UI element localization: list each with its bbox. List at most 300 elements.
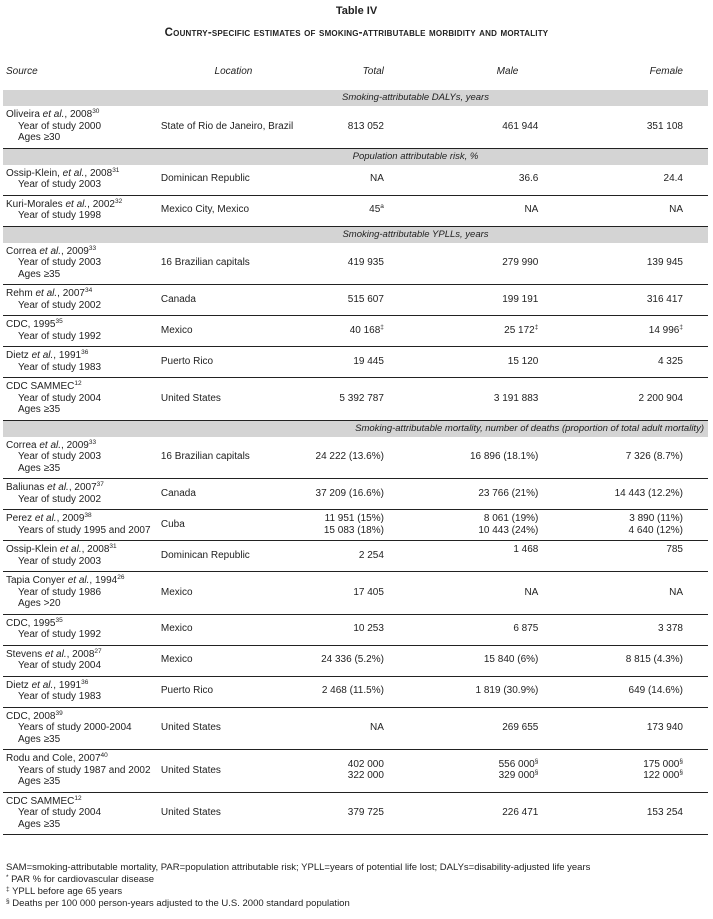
footnote-mark: ‡ <box>380 323 384 331</box>
source-year: 2007 <box>74 482 97 493</box>
male-value <box>384 173 538 185</box>
et-al: et al. <box>32 513 57 524</box>
value-text: 316 417 <box>646 293 683 305</box>
source-author: Correa <box>6 245 37 257</box>
section-header-row <box>3 148 708 165</box>
location-cell: Puerto Rico <box>161 347 306 378</box>
male-value <box>384 513 538 525</box>
value-text: 10 443 (24%) <box>478 524 539 536</box>
source-author: Perez <box>6 513 33 524</box>
value-text: 1 819 (30.9%) <box>475 685 539 697</box>
source-cell <box>3 437 161 479</box>
source-citation: Baliunas et al., 2007$^{37}$ <box>6 481 104 493</box>
header-male: Male <box>496 65 519 77</box>
male-value <box>384 807 538 819</box>
female-cell <box>538 243 708 285</box>
header-row <box>3 60 708 82</box>
male-cell <box>384 378 538 421</box>
value-text: NA <box>524 204 539 216</box>
table-title: Table IV <box>335 5 378 17</box>
female-value <box>538 722 683 734</box>
total-value <box>306 759 384 771</box>
et-al: et al. <box>59 167 85 179</box>
female-value <box>538 654 683 666</box>
study-detail: Year of study 2002 <box>18 493 102 505</box>
source-author: CDC <box>6 710 28 722</box>
female-value <box>538 544 683 556</box>
total-cell <box>306 510 384 541</box>
total-cell <box>306 614 384 645</box>
table-subtitle: Country-specific estimates of smoking-attributable morbidity and mortality <box>164 27 549 39</box>
study-detail: Ages ≥35 <box>18 818 61 830</box>
value-text: 15 840 (6%) <box>483 654 539 666</box>
study-detail: Year of study 1986 <box>18 586 102 598</box>
source-cell <box>3 645 161 676</box>
value-text: 199 191 <box>502 293 539 305</box>
table-row <box>3 479 708 510</box>
total-cell <box>306 645 384 676</box>
value-text: 269 655 <box>502 722 539 733</box>
total-cell <box>306 572 384 615</box>
reference-number: 34 <box>84 287 93 294</box>
source-author: Ossip-Klein <box>6 544 58 555</box>
location-cell: State of Rio de Janeiro, Brazil <box>161 106 306 148</box>
reference-number: 35 <box>55 616 63 624</box>
source-citation: CDC, 2008$^{39}$ <box>6 709 63 722</box>
source-cell <box>3 510 161 541</box>
value-text: 279 990 <box>502 257 539 268</box>
source-citation: Correa et al., 2009$^{33}$ <box>6 438 97 451</box>
reference-number: 37 <box>96 481 104 488</box>
value-text: 40 168 <box>349 324 381 336</box>
value-text: 17 405 <box>353 586 384 598</box>
male-value <box>384 356 538 368</box>
source-year: 2007 <box>62 288 85 299</box>
female-value <box>538 356 683 368</box>
male-value <box>384 544 538 556</box>
value-text: 402 000 <box>347 758 384 770</box>
source-cell <box>3 479 161 510</box>
value-text: 2 200 904 <box>638 392 683 404</box>
male-value <box>384 325 538 337</box>
section-label: Smoking-attributable YPLLs, years <box>3 226 708 243</box>
source-author: Dietz <box>6 679 29 691</box>
total-value <box>306 685 384 697</box>
source-cell <box>3 106 161 148</box>
source-cell <box>3 707 161 750</box>
footnote-mark: a <box>380 203 384 211</box>
value-text: 25 172 <box>504 324 535 336</box>
table-row <box>3 347 708 378</box>
total-value <box>306 623 384 635</box>
female-cell <box>538 316 708 347</box>
study-detail: Year of study 2003 <box>18 451 102 462</box>
footnote <box>6 874 590 886</box>
female-cell <box>538 437 708 479</box>
female-cell <box>538 106 708 148</box>
female-value <box>538 685 683 697</box>
study-detail: Year of study 2004 <box>18 807 102 818</box>
value-text: NA <box>669 204 683 216</box>
male-cell <box>384 285 538 316</box>
table-row <box>3 614 708 645</box>
reference-number: 30 <box>92 108 100 115</box>
source-year: 1995 <box>33 319 56 330</box>
source-cell <box>3 285 161 316</box>
male-value <box>384 685 538 697</box>
female-cell <box>538 707 708 750</box>
source-citation: Perez et al., 2009$^{38}$ <box>6 512 92 524</box>
value-text: 175 000 <box>643 758 680 770</box>
reference-number: 36 <box>81 678 89 686</box>
source-year: 1995 <box>33 617 56 629</box>
value-text: 515 607 <box>347 293 384 305</box>
female-value <box>538 173 683 185</box>
table-row <box>3 541 708 572</box>
female-value <box>538 525 683 537</box>
table-row <box>3 750 708 793</box>
footnote-text: Deaths per 100 000 person-years adjusted to the U.S. 2000 standard population <box>9 898 350 909</box>
source-year: 2008 <box>33 710 56 722</box>
et-al: et al. <box>32 288 58 299</box>
female-value <box>538 807 683 819</box>
value-text: 15 120 <box>507 355 539 367</box>
value-text: 649 (14.6%) <box>628 685 683 697</box>
reference-number: 39 <box>55 709 63 717</box>
et-al: et al. <box>28 679 54 691</box>
value-text: 139 945 <box>646 257 683 268</box>
source-citation: Dietz et al., 1991$^{36}$ <box>6 349 89 361</box>
value-text: 23 766 (21%) <box>478 487 539 499</box>
value-text: 6 875 <box>513 623 539 635</box>
total-cell <box>306 676 384 707</box>
male-cell <box>384 195 538 226</box>
location-cell: Canada <box>161 285 306 316</box>
footnote-mark: § <box>679 757 683 765</box>
source-citation: Dietz et al., 1991$^{36}$ <box>6 678 89 691</box>
female-value <box>538 325 683 337</box>
footnote-mark: § <box>534 757 539 765</box>
source-author: Stevens <box>6 648 43 660</box>
source-year: 2008 <box>89 167 113 179</box>
total-cell <box>306 541 384 572</box>
total-cell <box>306 316 384 347</box>
source-year: 2002 <box>92 198 115 210</box>
table-row <box>3 510 708 541</box>
male-cell <box>384 645 538 676</box>
male-cell <box>384 347 538 378</box>
source-cell <box>3 195 161 226</box>
male-value <box>384 393 538 405</box>
section-label: Smoking-attributable mortality, number of deaths (proportion of total adult mortality) <box>3 420 708 437</box>
reference-number: 12 <box>74 794 82 802</box>
study-detail: Year of study 2003 <box>18 179 102 190</box>
study-detail: Year of study 1983 <box>18 691 102 702</box>
total-value <box>306 356 384 368</box>
table-row <box>3 572 708 615</box>
source-citation: Ossip-Klein et al., 2008$^{31}$ <box>6 543 117 555</box>
male-value <box>384 654 538 666</box>
value-text: 329 000 <box>498 770 535 782</box>
female-cell <box>538 541 708 572</box>
total-value <box>306 513 384 525</box>
location-cell: 16 Brazilian capitals <box>161 437 306 479</box>
source-year: 2009 <box>62 513 85 524</box>
footnote-symbol: ‡ <box>6 886 10 893</box>
total-cell <box>306 707 384 750</box>
source-cell <box>3 541 161 572</box>
study-detail: Ages ≥35 <box>18 733 61 745</box>
female-cell <box>538 614 708 645</box>
total-cell <box>306 243 384 285</box>
female-cell <box>538 750 708 793</box>
source-author: Kuri-Morales <box>6 198 63 210</box>
value-text: 3 890 (11%) <box>629 513 683 524</box>
footnote-text: PAR % for cardiovascular disease <box>8 874 155 885</box>
reference-number: 40 <box>100 752 108 759</box>
value-text: 36.6 <box>518 173 539 185</box>
male-cell <box>384 106 538 148</box>
source-year: 2007 <box>78 753 101 764</box>
source-author: Ossip-Klein, <box>6 167 60 179</box>
header-total: Total <box>362 65 384 77</box>
source-cell <box>3 243 161 285</box>
source-author: Dietz <box>6 350 29 361</box>
male-value <box>384 759 538 771</box>
male-value <box>384 722 538 734</box>
value-text: 8 815 (4.3%) <box>625 654 683 666</box>
footnote-symbol: * <box>6 874 9 881</box>
table-row <box>3 645 708 676</box>
value-text: 5 392 787 <box>339 392 384 404</box>
total-value <box>306 204 384 216</box>
value-text: 15 083 (18%) <box>323 524 384 536</box>
study-detail: Year of study 1992 <box>18 330 102 342</box>
section-header-row <box>3 90 708 106</box>
value-text: 2 468 (11.5%) <box>321 685 384 697</box>
total-value <box>306 525 384 537</box>
reference-number: 32 <box>114 197 123 205</box>
source-author: Tapia Conyer <box>6 575 65 586</box>
study-detail: Year of study 2003 <box>18 555 102 567</box>
location-cell: United States <box>161 378 306 421</box>
male-value <box>384 623 538 635</box>
female-cell <box>538 645 708 676</box>
header-location: Location <box>214 65 253 77</box>
section-label: Smoking-attributable DALYs, years <box>3 90 708 106</box>
value-text: 14 996 <box>648 324 680 336</box>
value-text: 2 254 <box>358 549 384 561</box>
total-value <box>306 451 384 463</box>
location-cell: Mexico <box>161 645 306 676</box>
value-text: NA <box>370 173 384 185</box>
study-detail: Year of study 2002 <box>18 299 102 311</box>
total-cell <box>306 479 384 510</box>
reference-number: 33 <box>88 438 97 446</box>
footnote-mark: ‡ <box>679 323 683 331</box>
et-al: et al. <box>62 198 88 210</box>
source-citation: Tapia Conyer et al., 1994$^{26}$ <box>6 574 125 586</box>
section-header-row <box>3 226 708 243</box>
et-al: et al. <box>64 575 90 586</box>
source-author: Baliunas <box>6 482 45 493</box>
female-value <box>538 294 683 306</box>
male-value <box>384 257 538 269</box>
section-label: Population attributable risk, % <box>3 148 708 165</box>
study-detail: Year of study 1992 <box>18 629 102 640</box>
value-text: 1 468 <box>513 544 539 555</box>
footnote-text: SAM=smoking-attributable mortality, PAR=population attributable risk; YPLL=years of potential life lost; DALYs=disability-adjusted life years <box>6 862 591 873</box>
location-cell: Dominican Republic <box>161 541 306 572</box>
source-cell <box>3 316 161 347</box>
source-author: Oliveira <box>6 109 40 120</box>
study-detail: Year of study 2003 <box>18 257 102 268</box>
total-value <box>306 770 384 782</box>
male-value <box>384 294 538 306</box>
male-cell <box>384 165 538 196</box>
female-cell <box>538 165 708 196</box>
male-cell <box>384 437 538 479</box>
female-value <box>538 587 683 599</box>
male-cell <box>384 510 538 541</box>
et-al: et al. <box>57 544 82 555</box>
value-text: 813 052 <box>347 120 384 132</box>
value-text: 419 935 <box>347 257 384 268</box>
study-detail: Ages ≥30 <box>18 132 61 143</box>
value-text: 24 336 (5.2%) <box>321 654 384 666</box>
female-cell <box>538 792 708 835</box>
male-value <box>384 488 538 500</box>
total-cell <box>306 347 384 378</box>
source-citation: CDC, 1995$^{35}$ <box>6 318 63 330</box>
source-cell <box>3 347 161 378</box>
value-text: 3 378 <box>657 623 683 635</box>
study-detail: Years of study 1995 and 2007 <box>18 524 151 536</box>
male-cell <box>384 316 538 347</box>
source-citation: Stevens et al., 2008$^{27}$ <box>6 647 102 660</box>
et-al: et al. <box>42 648 67 660</box>
study-detail: Year of study 1998 <box>18 210 102 221</box>
male-cell <box>384 479 538 510</box>
male-value <box>384 121 538 133</box>
value-text: 16 896 (18.1%) <box>469 451 539 462</box>
source-year: 1994 <box>94 575 118 586</box>
footnote-mark: § <box>534 769 539 777</box>
female-cell <box>538 572 708 615</box>
location-cell: Puerto Rico <box>161 676 306 707</box>
source-citation <box>6 796 82 807</box>
source-cell <box>3 572 161 615</box>
source-citation: Ossip-Klein, et al., 2008$^{31}$ <box>6 166 120 179</box>
estimates-table <box>3 60 708 835</box>
male-value <box>384 525 538 537</box>
source-citation <box>6 381 82 392</box>
total-value <box>306 807 384 819</box>
female-cell <box>538 676 708 707</box>
reference-number: 35 <box>55 318 63 325</box>
study-detail: Ages >20 <box>18 598 61 609</box>
reference-number: 12 <box>74 380 82 387</box>
footnote-mark: § <box>679 769 683 777</box>
table-row <box>3 243 708 285</box>
value-text: 461 944 <box>502 120 539 132</box>
value-text: 10 253 <box>353 623 384 635</box>
study-detail: Ages ≥35 <box>18 776 61 787</box>
female-cell <box>538 347 708 378</box>
source-year: 2008 <box>87 544 110 555</box>
male-value <box>384 770 538 782</box>
location-cell: Mexico <box>161 614 306 645</box>
location-cell: Mexico <box>161 572 306 615</box>
female-value <box>538 759 683 771</box>
value-text: 19 445 <box>353 355 384 367</box>
study-detail: Year of study 2004 <box>18 392 102 404</box>
male-cell <box>384 541 538 572</box>
source-cell <box>3 676 161 707</box>
value-text: 173 940 <box>646 722 683 733</box>
source-year: 2009 <box>66 439 89 451</box>
total-value <box>306 257 384 269</box>
location-cell: Canada <box>161 479 306 510</box>
source-citation: Kuri-Morales et al., 2002$^{32}$ <box>6 197 123 210</box>
value-text: 4 325 <box>657 355 683 367</box>
reference-number: 31 <box>112 166 120 174</box>
male-value <box>384 204 538 216</box>
male-cell <box>384 676 538 707</box>
table-row <box>3 437 708 479</box>
study-detail: Years of study 2000-2004 <box>18 722 132 733</box>
female-value <box>538 121 683 133</box>
table-row <box>3 378 708 421</box>
study-detail: Ages ≥35 <box>18 268 61 280</box>
footnote-text: YPLL before age 65 years <box>9 886 123 897</box>
et-al: et al. <box>36 245 62 257</box>
total-cell <box>306 792 384 835</box>
total-value <box>306 722 384 734</box>
source-author: CDC <box>6 617 28 629</box>
location-cell: Mexico <box>161 316 306 347</box>
value-text: 14 443 (12.2%) <box>614 487 683 499</box>
source-cell <box>3 614 161 645</box>
female-value <box>538 257 683 269</box>
source-citation: Correa et al., 2009$^{33}$ <box>6 244 97 257</box>
female-value <box>538 513 683 525</box>
location-cell: Mexico City, Mexico <box>161 195 306 226</box>
section-header-row <box>3 420 708 437</box>
female-value <box>538 204 683 216</box>
footnote <box>6 886 590 898</box>
value-text: 37 209 (16.6%) <box>315 487 384 499</box>
source-year: 1991 <box>58 679 82 691</box>
table-body <box>3 90 708 835</box>
total-cell <box>306 750 384 793</box>
male-cell <box>384 792 538 835</box>
total-value <box>306 393 384 405</box>
study-detail: Year of study 2000 <box>18 120 102 132</box>
source-cell <box>3 378 161 421</box>
header-female: Female <box>649 65 683 77</box>
source-year: 2008 <box>69 109 93 120</box>
female-value <box>538 623 683 635</box>
et-al: et al. <box>44 482 69 493</box>
male-cell <box>384 572 538 615</box>
value-text: NA <box>370 722 384 733</box>
et-al: et al. <box>28 350 54 361</box>
table-row <box>3 106 708 148</box>
value-text: 122 000 <box>643 770 680 782</box>
source-year: 1991 <box>58 350 82 361</box>
reference-number: 33 <box>88 244 97 252</box>
